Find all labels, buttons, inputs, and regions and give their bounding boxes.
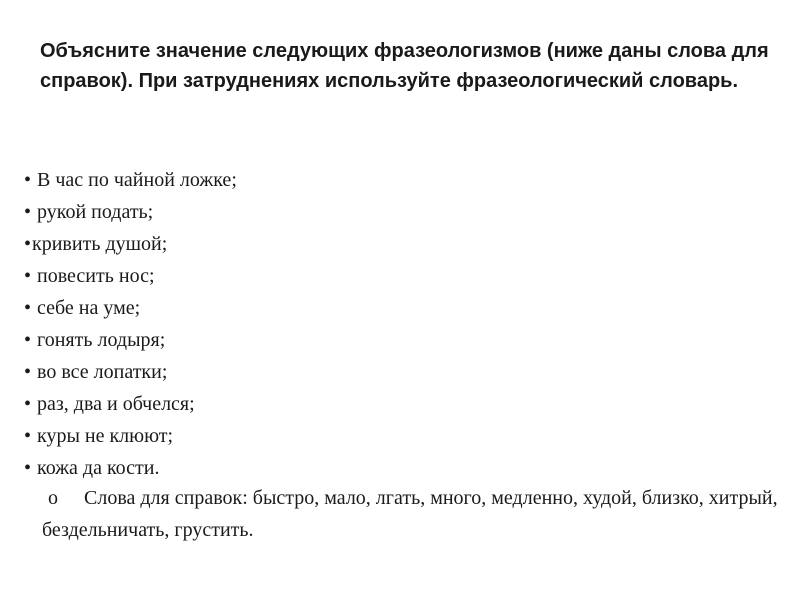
idiom-list (24, 164, 784, 484)
bullet-icon: • (24, 425, 32, 447)
bullet-icon: • (24, 265, 32, 287)
bullet-icon: • (24, 233, 32, 255)
reference-marker: o (48, 487, 58, 509)
idiom-item (24, 292, 784, 324)
idiom-text: рукой подать; (37, 201, 154, 223)
task-instruction: Объясните значение следующих фразеологизмов (ниже даны слова для справок). При затруднениях используйте фразеологический словарь. (40, 40, 769, 92)
idiom-text: куры не клюют; (37, 425, 174, 447)
idiom-text: раз, два и обчелся; (37, 393, 195, 415)
bullet-icon: • (24, 361, 32, 383)
idiom-text: В час по чайной ложке; (37, 169, 237, 191)
idiom-text: кожа да кости. (37, 457, 160, 479)
bullet-icon: • (24, 457, 32, 479)
idiom-item (24, 164, 784, 196)
idiom-text: кривить душой; (32, 233, 168, 255)
idiom-item (24, 260, 784, 292)
idiom-text: себе на уме; (37, 297, 141, 319)
idiom-item (24, 228, 784, 260)
idiom-item (24, 452, 784, 484)
idiom-item (24, 420, 784, 452)
idiom-text: гонять лодыря; (37, 329, 166, 351)
idiom-text: во все лопатки; (37, 361, 168, 383)
bullet-icon: • (24, 169, 32, 191)
idiom-item (24, 196, 784, 228)
bullet-icon: • (24, 393, 32, 415)
idiom-item (24, 388, 784, 420)
bullet-icon: • (24, 297, 32, 319)
reference-text: Слова для справок: быстро, мало, лгать, много, медленно, худой, близко, хитрый, бездельничать, грустить. (42, 487, 778, 541)
idiom-item (24, 324, 784, 356)
reference-words (42, 482, 782, 546)
bullet-icon: • (24, 329, 32, 351)
idiom-text: повесить нос; (37, 265, 155, 287)
idiom-item (24, 356, 784, 388)
bullet-icon: • (24, 201, 32, 223)
